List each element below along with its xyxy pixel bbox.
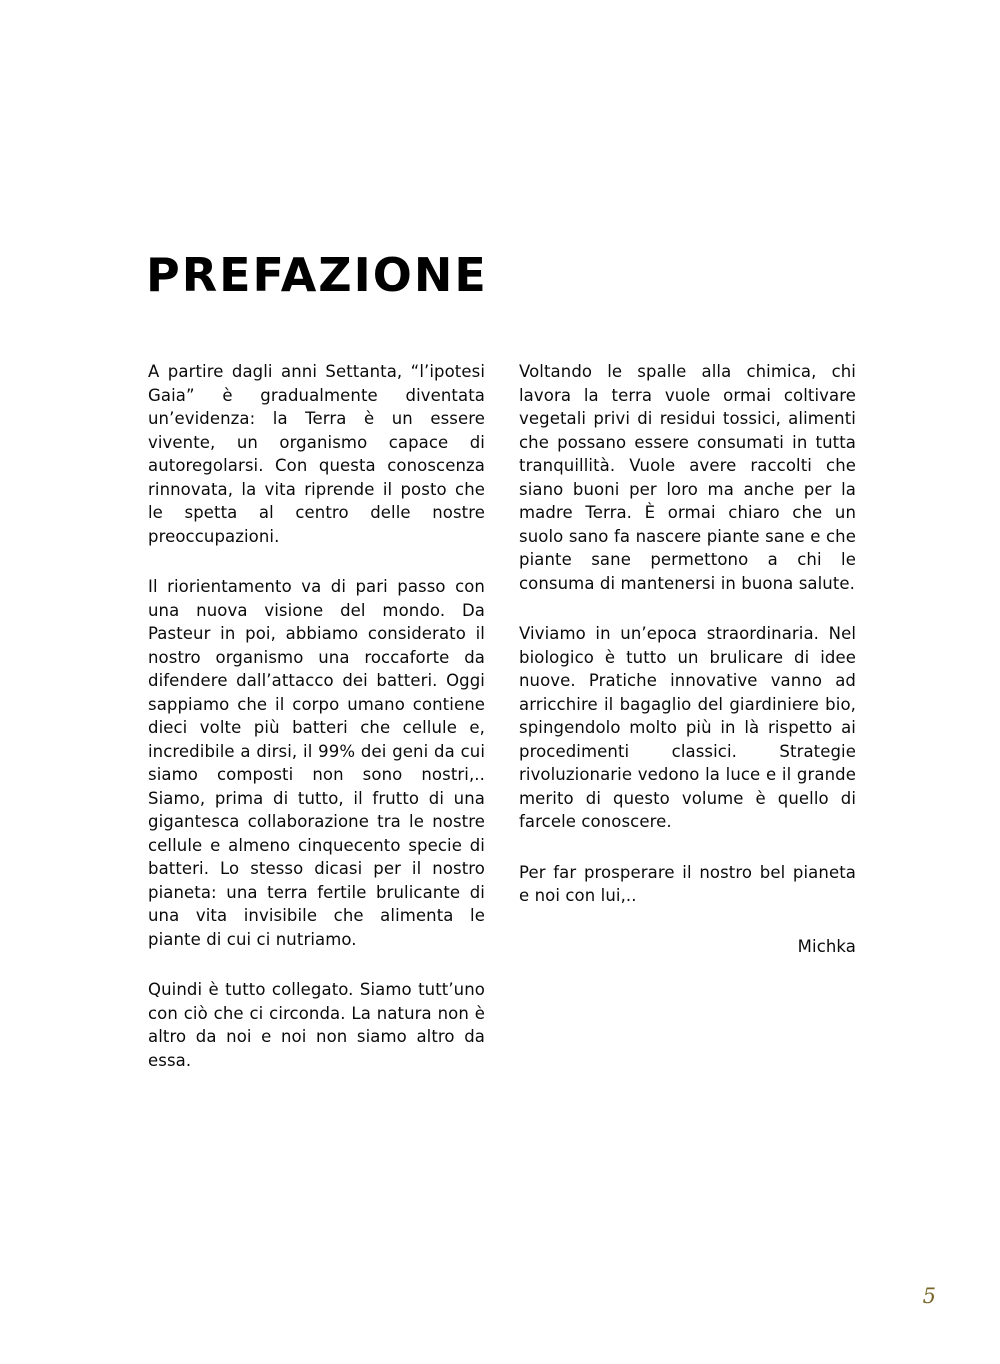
paragraph-gaia-hypothesis: A partire dagli anni Settanta, “l’ipotesi Gaia” è gradualmente diventata un’evidenza: la Terra è un essere vivente, un organismo capace di autoregolarsi. Con questa conoscenza rinnovata, la vita riprende il posto che le spetta al centro delle nostre preoccupazioni.	[148, 362, 485, 546]
author-signature: Michka	[797, 936, 856, 956]
text-columns	[148, 360, 856, 1099]
paragraph-reorientation: Il riorientamento va di pari passo con una nuova visione del mondo. Da Pasteur in poi, abbiamo considerato il nostro organismo una roccaforte da difendere dall’attacco dei batteri. Oggi sappiamo che il corpo umano contiene dieci volte più batteri che cellule e, incredibile a dirsi, il 99% dei geni da cui siamo composti non sono nostri,.. Siamo, prima di tutto, il frutto di una gigantesca collaborazione tra le nostre cellule e almeno cinquecento specie di batteri. Lo stesso dicasi per il nostro pianeta: una terra fertile brulicante di una vita invisibile che alimenta le piante di cui ci nutriamo.	[148, 577, 485, 949]
paragraph-away-from-chemistry: Voltando le spalle alla chimica, chi lavora la terra vuole ormai coltivare vegetali privi di residui tossici, alimenti che possano essere consumati in tutta tranquillità. Vuole avere raccolti che siano buoni per loro ma anche per la madre Terra. È ormai chiaro che un suolo sano fa nascere piante sane e che piante sane permettono a chi le consuma di mantenersi in buona salute.	[519, 362, 856, 593]
column-left	[148, 360, 485, 1099]
page-title: PREFAZIONE	[146, 248, 488, 302]
paragraph-extraordinary-epoch: Viviamo in un’epoca straordinaria. Nel biologico è tutto un brulicare di idee nuove. Pratiche innovative vanno ad arricchire il bagaglio del giardiniere bio, spingendolo molto più in là rispetto ai procedimenti classici. Strategie rivoluzionarie vedono la luce e il grande merito di questo volume è quello di farcele conoscere.	[519, 624, 856, 831]
paragraph-closing-wish: Per far prosperare il nostro bel pianeta e noi con lui,..	[519, 862, 856, 905]
paragraph-all-connected: Quindi è tutto collegato. Siamo tutt’uno con ciò che ci circonda. La natura non è altro da noi e noi non siamo altro da essa.	[148, 980, 485, 1070]
column-right	[519, 360, 856, 1099]
page-number: 5	[922, 1284, 936, 1308]
